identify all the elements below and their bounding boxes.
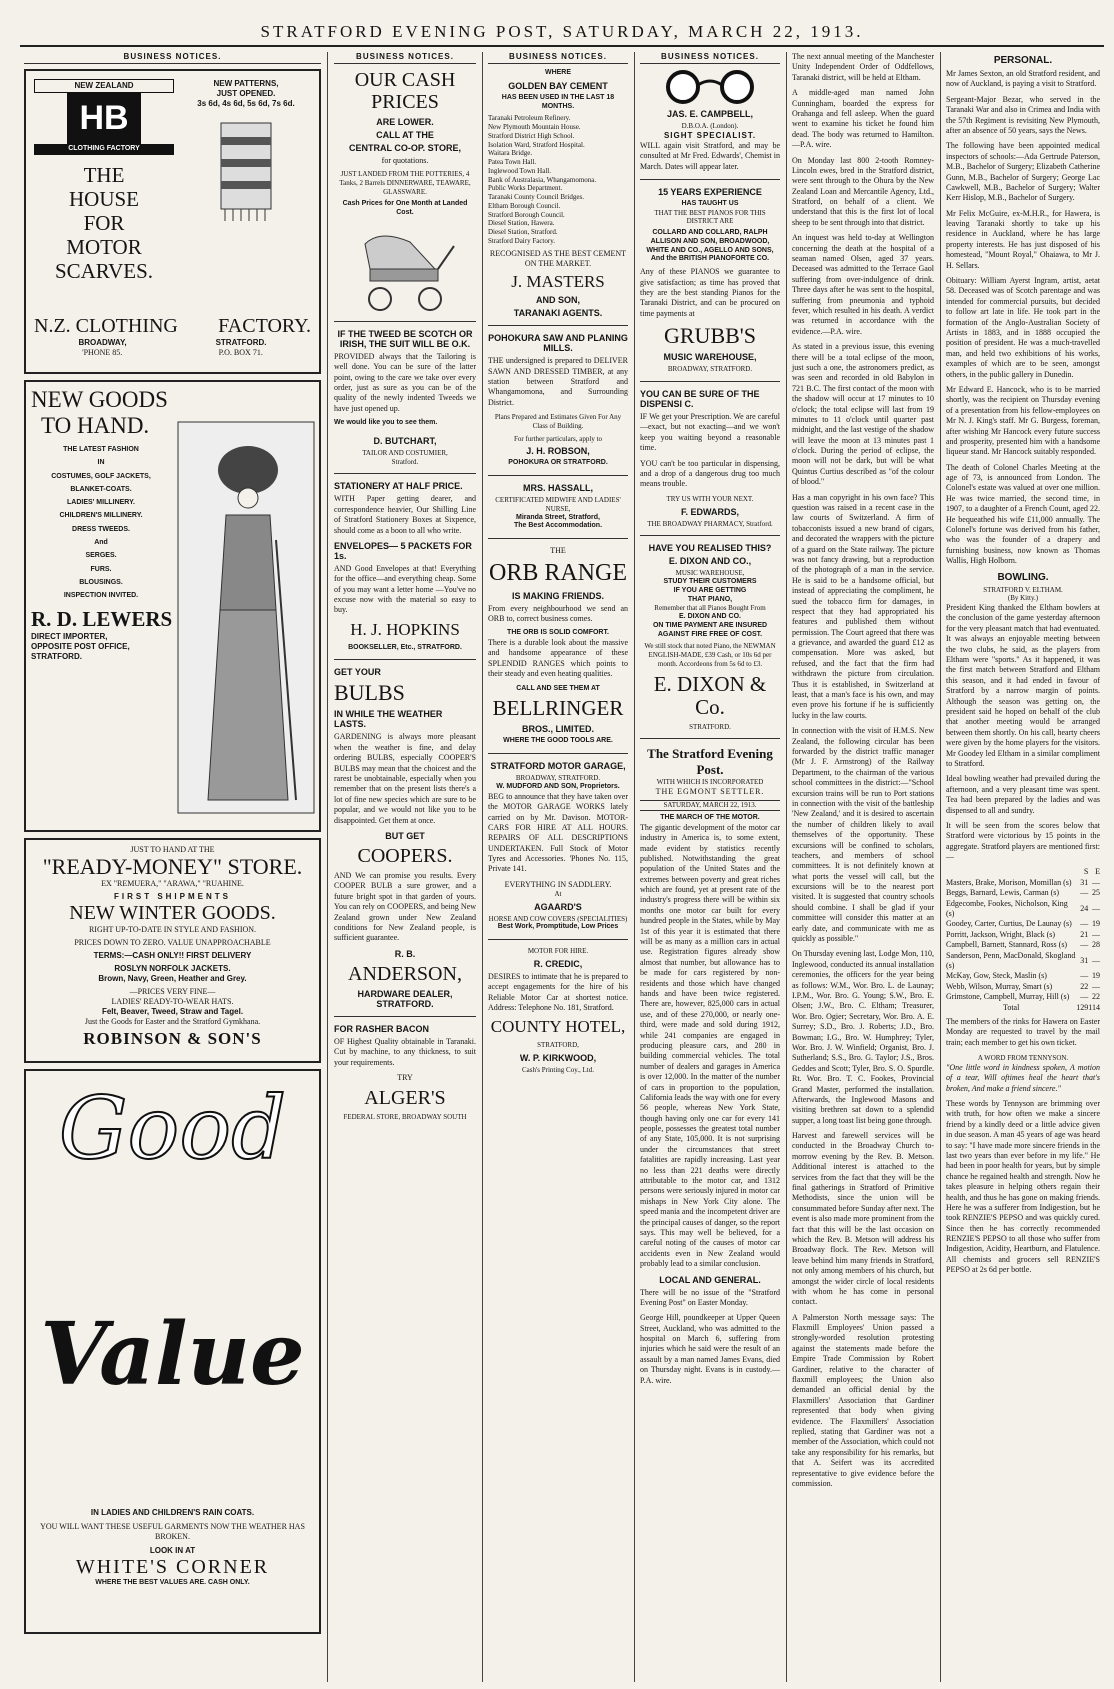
- kirkwood-name: W. P. KIRKWOOD,: [519, 1052, 597, 1063]
- pram-illustration: [350, 224, 460, 314]
- rm-roslyn: ROSLYN NORFOLK JACKETS.: [114, 964, 231, 974]
- readymoney-advert: [24, 838, 321, 1063]
- ad-sub: ARE LOWER.: [376, 117, 434, 127]
- rm-title: "READY-MONEY" STORE.: [42, 854, 303, 879]
- table-cell: Goodey, Carter, Curtius, De Launay (s): [946, 919, 1072, 929]
- tweed-heading: IF THE TWEED BE SCOTCH OR IRISH, THE SUIT WILL BE O.K.: [337, 328, 473, 349]
- section-header: BUSINESS NOTICES.: [334, 52, 476, 64]
- lewers-line: IN: [97, 459, 105, 467]
- article-heading: A WORD FROM TENNYSON.: [977, 1054, 1069, 1063]
- section-heading: PERSONAL.: [993, 55, 1053, 66]
- article-body: Ideal bowling weather had prevailed during the afternoon, and a very pleasant time was spent. Tea had been prepared by the ladies and was dispensed to all and sundry.: [946, 774, 1100, 815]
- ad-text: THE BROADWAY PHARMACY, Stratford.: [647, 519, 773, 528]
- ad-text: THAT THE BEST PIANOS FOR THIS DISTRICT ARE: [654, 208, 766, 226]
- ad-sub: CALL AT THE: [376, 130, 434, 140]
- patterns-title: NEW PATTERNS,: [213, 79, 279, 88]
- hb-footer: P.O. BOX 71.: [218, 348, 263, 357]
- table-cell: 19: [1092, 971, 1100, 981]
- table-cell: 24: [1080, 903, 1089, 913]
- table-cell: 25: [1092, 888, 1100, 898]
- table-row: [946, 992, 1100, 1002]
- ad-text: Remember that all Pianos Bought From: [654, 604, 766, 613]
- hb-house-line: HOUSE: [68, 186, 139, 211]
- ad-text: ON TIME PAYMENT ARE INSURED AGAINST FIRE FREE OF COST.: [652, 621, 768, 638]
- rm-just: JUST TO HAND AT THE: [130, 845, 215, 854]
- list-item: Stratford Dairy Factory.: [488, 236, 555, 245]
- article-body: The gigantic development of the motor car industry in America is, to some extent, made evident by statistics recently published. Notwithstanding the great population of the United States and the extremes between poverty and great riches which are found, yet at present rate of the industry's progress there will be within six months one motor car built for every hundred people in the States, while by May 1st of this year it is estimated that there will be as many as a million cars in actual use. Registration figures already show almost that number, but allowance has to be made for cars registered by non-residents and those which have changed hands and have been twice registered. There are, however, 825,000 cars in actual use, and of these 270,000, or nearly one-third, were made and sold during 1912, while 241 companies are engaged in producing pleasure cars, and 280 in building commercial vehicles. The total number of dealers and garages in America is over 12,000. In the matter of the number of cars in proportion to the population, California leads the way with one for every 56 people, whereas New York State, though having only one car for every 141 people, possesses the greatest total number of any State, 105,000. It is not surprising under the circumstances that street fatalities are rapidly increasing. Last year no less than 221 deaths were directly attributable to the motor car, and 1312 persons were seriously injured in motor car mishaps in New York City alone. The speed mania and the incompetent driver are the principal causes of danger, so the report says. This may well be believed, for a careful noting of the causes of motor car accidents even in New Zealand would probably lead to a similar conclusion.: [640, 822, 780, 1269]
- ad-text: THE EGMONT SETTLER.: [655, 787, 765, 797]
- ad-body: AND Good Envelopes at that! Everything for the office—and everything cheap. Some of you may want a letter home —You've no excuse now with the material so easy to buy.: [334, 563, 476, 615]
- butchart-name: D. BUTCHART,: [373, 435, 437, 446]
- table-cell: Campbell, Barnett, Stannard, Ross (s): [946, 940, 1068, 950]
- ad-sub: R. B.: [394, 948, 416, 959]
- section-header: BUSINESS NOTICES.: [488, 52, 628, 64]
- ad-text: HAS BEEN USED IN THE LAST 18 MONTHS.: [501, 93, 615, 110]
- table-row: [946, 982, 1100, 992]
- ad-sub: 15 YEARS EXPERIENCE: [658, 186, 762, 197]
- ad-body: DESIRES to intimate that he is prepared to accept engagements for the hire of his Reliable Motor Car at shortest notice. Address: Telephone No. 181, Stratford.: [488, 971, 628, 1013]
- scarf-illustration: [201, 115, 291, 225]
- credic-name: R. CREDIC,: [533, 958, 583, 969]
- ad-text: (By Kitty.): [1007, 594, 1039, 603]
- hb-footer: BROADWAY,: [78, 338, 127, 347]
- column-5: [788, 52, 938, 1684]
- article-heading: THE MARCH OF THE MOTOR.: [660, 813, 760, 821]
- column-rule: [940, 52, 941, 1682]
- column-4: [636, 52, 784, 1684]
- table-cell: Webb, Wilson, Murray, Smart (s): [946, 981, 1053, 991]
- good-script: Good: [58, 1079, 287, 1179]
- hassall-name: MRS. HASSALL,: [522, 483, 593, 494]
- poem: "One little word in kindness spoken, A motion of a tear, Will oftimes heal the heart that's broken, And make a friend sincere.": [946, 1062, 1100, 1093]
- hb-house-line: FOR: [83, 211, 125, 236]
- article-body: President King thanked the Eltham bowlers at the conclusion of the game yesterday afternoon for the very pleasant match that had eventuated. It was always an enjoyable meeting between the two clubs, he said, as the players from Eltham were "sports." As it happened, it was the first match between Stratford and Eltham this season, and it had ended in favour of Stratford by a narrow margin of points. Although the season was getting on, the president said he hoped on behalf of the club that another meeting would be arranged between them shortly. On his call, hearty cheers were given by the home players for the visitors. Mr Goodey led Eltham in a similar compliment to Stratford.: [946, 603, 1100, 768]
- lady-fashion-illustration: [176, 420, 316, 815]
- table-cell: Sanderson, Penn, MacDonald, Skogland (s): [946, 950, 1076, 970]
- table-cell: —: [1080, 888, 1089, 898]
- article-body: The next annual meeting of the Manchester Unity Independent Order of Oddfellows, Taranaki district, will be held at Eltham.: [792, 52, 934, 82]
- rm-name: ROBINSON & SON'S: [83, 1029, 262, 1049]
- rasher-heading: FOR RASHER BACON: [334, 1023, 430, 1034]
- article-body: The death of Colonel Charles Meeting at the age of 73, is announced from London. The Colonel's estate was valued at over one million. He was twice married, the second time, in 1907, to a daughter of a French Count, aged 22. He bequeathed his wife £11,000 annually. The Colonel's fortune was derived from his father, who was the founder of a drapery and furnishing business, now known as Thomas Wallis, High Holborn.: [946, 462, 1100, 566]
- ad-text: W. MUDFORD AND SON, Proprietors.: [496, 782, 620, 790]
- section-header: BUSINESS NOTICES.: [24, 52, 321, 64]
- hb-footer: FACTORY.: [218, 315, 311, 337]
- sure-heading: YOU CAN BE SURE OF THE DISPENSI C.: [640, 389, 760, 410]
- rm-terms: TERMS:—CASH ONLY!! FIRST DELIVERY: [93, 951, 252, 961]
- table-cell: 22: [1092, 992, 1100, 1002]
- coopers-heading: COOPERS.: [357, 845, 453, 867]
- bowling-scores-table: [946, 867, 1100, 1012]
- lewers-title: NEW GOODS: [31, 387, 168, 412]
- table-cell: 31: [1080, 955, 1089, 965]
- bulbs-heading: BULBS: [334, 680, 405, 706]
- ad-sub: MUSIC WAREHOUSE,: [663, 352, 757, 363]
- ad-text: CALL AND SEE THEM AT: [516, 684, 600, 692]
- stationery-heading: STATIONERY AT HALF PRICE.: [334, 481, 463, 492]
- table-row: [946, 951, 1100, 972]
- table-row: [946, 930, 1100, 940]
- table-cell: —: [1092, 877, 1100, 887]
- rm-colors: Brown, Navy, Green, Heather and Grey.: [98, 974, 247, 984]
- issue-date: SATURDAY, MARCH 22, 1913.: [640, 800, 780, 811]
- ad-text: RECOGNISED AS THE BEST CEMENT ON THE MARKET.: [489, 248, 627, 268]
- ad-sub: HAVE YOU REALISED THIS?: [648, 543, 772, 554]
- ad-text: FEDERAL STORE, BROADWAY SOUTH: [343, 1112, 467, 1121]
- lewers-title: TO HAND.: [41, 413, 150, 438]
- ad-text: for quotations.: [381, 156, 429, 165]
- whites-tag: WHERE THE BEST VALUES ARE. CASH ONLY.: [95, 1579, 250, 1586]
- article-body: Mr Edward E. Hancock, who is to be married shortly, was the recipient on Thursday evening of a presentation from his fellow-employees on Mr N. J. King's staff. Mr G. Burgess, foreman, after wishing Mr Hancock every future success and prosperity, presented him with a handsome liqueur stand. Mr Hancock suitably responded.: [946, 384, 1100, 457]
- ad-text: TRY: [397, 1072, 413, 1082]
- table-cell: 21: [1080, 929, 1089, 939]
- list-item: Taranaki County Council Bridges.: [488, 193, 584, 201]
- article-body: Mr James Sexton, an old Stratford resident, and now of Auckland, is paying a visit to Stratford.: [946, 69, 1100, 89]
- ad-text: STUDY THEIR CUSTOMERS: [663, 578, 757, 586]
- lewers-line: COSTUMES, GOLF JACKETS,: [51, 472, 151, 480]
- hb-footer: N.Z. CLOTHING: [34, 315, 178, 337]
- article-body: Mr Felix McGuire, ex-M.H.R., for Hawera, is leaving Taranaki shortly to take up his residence in Auckland, where he has large property interests. He has just disposed of his homestead, "Mount Royal," Ohaiawa, to Mr J. H. Sellars.: [946, 208, 1100, 270]
- dixon-name: E. DIXON AND CO.,: [668, 556, 752, 567]
- table-cell: —: [1092, 903, 1100, 913]
- article-body: A Palmerston North message says: The Flaxmill Employees' Union passed a strongly-worded resolution protesting against the statements made before the Empire Trade Commission by Robert Gardiner, relative to the character of flaxmill employees; the Union also demanded an official denial by the Flaxmillers' Association that Gardiner represented that body when giving evidence. The Flaxmillers' Association replied, stating that Gardiner was not a member of the Association, which could not take any responsibility for his remarks, but that A. Seifert was its accredited representative to give evidence before the commission.: [792, 1312, 934, 1488]
- ad-sub: BROS., LIMITED.: [522, 724, 594, 735]
- ad-text: At: [554, 889, 562, 898]
- ad-text: CERTIFICATED MIDWIFE AND LADIES' NURSE,: [495, 496, 621, 513]
- ad-text: Best Work, Promptitude, Low Prices: [497, 923, 619, 931]
- spectacles-icon: [655, 69, 765, 105]
- ad-text: BROADWAY, STRATFORD.: [667, 365, 753, 374]
- orb-range: ORB RANGE: [488, 560, 627, 587]
- rm-ships: EX "REMUERA," "ARAWA," "RUAHINE.: [101, 879, 244, 889]
- lewers-town: STRATFORD.: [31, 651, 82, 661]
- ad-body: PROVIDED always that the Tailoring is well done. You can be sure of the latter point, owing to the care we take over every order, just as sure as you can be of the quality of the newly indented Tweeds we have just opened up.: [334, 351, 476, 413]
- alger-name: ALGER'S: [364, 1086, 446, 1109]
- rm-style: RIGHT UP-TO-DATE IN STYLE AND FASHION.: [88, 925, 257, 935]
- ad-body: BEG to announce that they have taken over the MOTOR GARAGE WORKS lately carried on by Mr. Davison. MOTOR-CARS FOR HIRE AT ALL HOURS. REPAIRS OF ALL DESCRIPTIONS UNDERTAKEN. Full Stock of Motor Tyres and Accessories. 'Phones No. 115, Private 141.: [488, 791, 628, 874]
- list-item: Eltham Borough Council.: [488, 201, 561, 210]
- hb-logo: HB: [67, 93, 140, 144]
- ad-text: WHERE THE GOOD TOOLS ARE.: [503, 737, 613, 745]
- lewers-line: SERGES.: [85, 552, 117, 560]
- our-cash-prices: OUR CASH PRICES: [354, 69, 456, 113]
- ad-sub: IS MAKING FRIENDS.: [511, 590, 604, 601]
- masthead: STRATFORD EVENING POST, SATURDAY, MARCH 22, 1913.: [20, 22, 1104, 47]
- hb-brand-bottom: CLOTHING FACTORY: [34, 144, 174, 155]
- ad-text: Cash's Printing Coy., Ltd.: [522, 1065, 594, 1074]
- list-item: Stratford Borough Council.: [488, 210, 565, 219]
- ad-text: THAT PIANO,: [687, 595, 733, 603]
- article-body: The members of the rinks for Hawera on Easter Monday are requested to travel by the mail train; each member to get his own ticket.: [946, 1016, 1100, 1047]
- ad-body: YOU can't be too particular in dispensing, and a drop of a dangerous drug too much means trouble.: [640, 458, 780, 489]
- ad-text: THE ORB IS SOLID COMFORT.: [507, 629, 609, 637]
- table-header: E: [1095, 867, 1100, 877]
- table-cell: —: [1080, 919, 1089, 929]
- garage-heading: STRATFORD MOTOR GARAGE,: [490, 761, 626, 772]
- rm-felt: Felt, Beaver, Tweed, Straw and Tagel.: [101, 1007, 244, 1017]
- ad-text: E. DIXON AND CO.: [679, 613, 741, 621]
- ad-text: We still stock that noted Piano, the NEWMAN ENGLISH-MADE, £39 Cash, or 10s 6d per month. Accordeons from 5s 6d to £3.: [644, 642, 776, 668]
- table-cell: 19: [1092, 919, 1100, 929]
- ad-body: There is a durable look about the massive and handsome appearance of these SPLENDID RANGES which points to their steady and even heating qualities.: [488, 638, 628, 679]
- ad-text: TRY US WITH YOUR NEXT.: [666, 494, 754, 503]
- value-script: Value: [40, 1304, 305, 1405]
- ad-text: STRATFORD V. ELTHAM.: [983, 585, 1063, 594]
- ad-text: SIGHT SPECIALIST.: [663, 130, 757, 140]
- table-cell: —: [1080, 992, 1089, 1002]
- ad-text: Plans Prepared and Estimates Given For Any Class of Building.: [494, 413, 622, 430]
- ad-sub: BUT GET: [385, 831, 425, 841]
- hopkins-name: H. J. HOPKINS: [350, 619, 460, 639]
- hb-advert: [24, 69, 321, 374]
- article-body: These words by Tennyson are brimming over with truth, for how often we make a sincere friend by a kindly deed or a little advice given in due season. A man 45 years of age was heard to say: "I have made more sincere friends in the last two years than ever before in my life." He had been in poor health for years, but by simple chance he regained health and strength. Now he takes pleasure in helping others regain their health, and thus he has gone on making friends. Here he was a sufferer from Indigestion, but he took RENZIE'S PEPSO and was quickly cured. Since then he has correctly recommended RENZIE'S PEPSO to all those who suffer from Indigestion, Acidity, Heartburn, and Flatulence. All chemists and grocers sell RENZIE'S PEPSO at 2s 6d per bottle.: [946, 1099, 1100, 1275]
- ad-body: WILL again visit Stratford, and may be consulted at Mr Fred. Edwards', Chemist in March. Dates will appear later.: [640, 140, 780, 171]
- table-row: [946, 1003, 1100, 1013]
- column-rule: [482, 52, 483, 1682]
- ad-body: OF Highest Quality obtainable in Taranaki. Cut by machine, to any thickness, to suit your requirements.: [334, 1036, 476, 1067]
- agaard-name: AGAARD'S: [534, 901, 582, 912]
- ad-sub: IN WHILE THE WEATHER LASTS.: [334, 709, 443, 730]
- ad-text: The Best Accommodation.: [513, 522, 603, 530]
- ad-text: POHOKURA OR STRATFORD.: [508, 459, 608, 467]
- ad-text: Miranda Street, Stratford,: [515, 513, 600, 521]
- lewers-advert: [24, 380, 321, 832]
- lewers-line: LADIES' MILLINERY.: [67, 499, 135, 507]
- table-cell: Edgecombe, Fookes, Nicholson, King (s): [946, 898, 1068, 919]
- lewers-line: FURS.: [90, 565, 112, 573]
- dixon-banner: E. DIXON & Co.: [653, 671, 767, 719]
- list-item: New Plymouth Mountain House.: [488, 123, 581, 131]
- table-cell: 28: [1092, 940, 1100, 950]
- whites-name: WHITE'S CORNER: [75, 1556, 270, 1578]
- table-cell: —: [1080, 940, 1089, 950]
- pohokura-heading: POHOKURA SAW AND PLANING MILLS.: [488, 333, 628, 354]
- hb-house-line: SCARVES.: [54, 259, 154, 284]
- ad-text: WHERE: [544, 69, 572, 76]
- lewers-address: OPPOSITE POST OFFICE,: [31, 641, 130, 651]
- column-2: [330, 52, 480, 1684]
- article-body: There will be no issue of the "Stratford Evening Post" on Easter Monday.: [640, 1287, 780, 1307]
- grubb-name: GRUBB'S: [664, 323, 756, 349]
- lewers-name: R. D. LEWERS: [31, 606, 173, 631]
- table-cell: 31: [1080, 877, 1089, 887]
- table-row: [946, 919, 1100, 929]
- lewers-line: THE LATEST FASHION: [63, 446, 139, 453]
- list-item: Inglewood Town Hall.: [488, 166, 551, 175]
- ad-sub: AND SON,: [535, 295, 580, 306]
- table-cell: —: [1092, 981, 1100, 991]
- ad-body: THE undersigned is prepared to DELIVER SAWN AND DRESSED TIMBER, at any station between Stratford and Whangamomona, and Surrounding District.: [488, 356, 628, 407]
- table-cell: Total: [1002, 1002, 1020, 1012]
- whites-advert: [24, 1069, 321, 1634]
- whites-line: YOU WILL WANT THESE USEFUL GARMENTS NOW THE WEATHER HAS BROKEN.: [40, 1522, 305, 1541]
- ad-body: IF We get your Prescription. We are careful—exact, but not exacting—and we won't keep you waiting beyond a reasonable time.: [640, 412, 780, 453]
- article-body: In connection with the visit of H.M.S. New Zealand, the following circular has been forwarded by the district traffic manager (Mr J. F. Armstrong) of the Railway Department, to the chairman of the various school committees in the district:—"School excursion trains will be run to Port stations in connection with the visit of the battleship 'New Zealand,' and it is desired to ascertain the number of children likely to avail themselves of the opportunity. These excursions will be confined to scholars, teachers, and members of school committees. It is not definitely known at what ports the vessel will call, but the excursions will be to the nearest port visited. It is suggested that country schools should combine. I shall be glad if your committee will consider this matter at an early date, and communicate with me as quickly as possible.": [792, 726, 934, 944]
- column-3: [484, 52, 632, 1684]
- masters-name: J. MASTERS: [511, 271, 605, 291]
- article-body: On Monday last 800 2-tooth Romney-Lincoln ewes, bred in the Stratford district, were sent through to the Ohura by the New Zealand Loan and Mercantile Agency, Ltd., Stratford, on behalf of a client. We understand that this is the first lot of local sheep to be sent through into that district.: [792, 155, 934, 227]
- envelopes-heading: ENVELOPES— 5 PACKETS FOR 1s.: [334, 540, 472, 561]
- table-cell: Grimstone, Campbell, Murray, Hill (s): [946, 992, 1070, 1002]
- article-body: An inquest was held to-day at Wellington concerning the death at the hospital of a seaman named Olsen, aged 37 years. Deceased was admitted to the Terrace Gaol suffering from over-indulgence of drink. Three days after he was sent to the hospital, suffering from pneumonia and typhoid fever, which resulted in his death. A verdict was returned in accordance with the evidence.—P.A. wire.: [792, 233, 934, 336]
- ad-sub: GET YOUR: [334, 667, 381, 678]
- column-6: [942, 52, 1104, 1684]
- table-cell: —: [1080, 971, 1089, 981]
- list-item: Diesel Station, Stratford.: [488, 228, 558, 236]
- rm-winter: NEW WINTER GOODS.: [69, 902, 276, 925]
- rm-prices: PRICES DOWN TO ZERO. VALUE UNAPPROACHABLE: [74, 938, 271, 948]
- ad-body: Any of these PIANOS we guarantee to give satisfaction; as time has proved that they are the best standing Pianos for the Taranaki District, and can be procured on time payments at: [640, 267, 780, 318]
- robson-name: J. H. ROBSON,: [526, 446, 590, 457]
- hb-house-line: THE: [83, 162, 125, 187]
- table-cell: 22: [1080, 981, 1089, 991]
- table-row: [946, 878, 1100, 888]
- patterns-prices: 3s 6d, 4s 6d, 5s 6d, 7s 6d.: [197, 99, 295, 108]
- ad-body: From every neighbourhood we send an ORB to, correct business comes.: [488, 603, 628, 623]
- patterns-sub: JUST OPENED.: [216, 89, 276, 98]
- table-cell: 129: [1076, 1002, 1089, 1012]
- section-heading: BOWLING.: [997, 571, 1049, 583]
- ad-text: D.B.O.A. (London).: [681, 122, 739, 130]
- ad-text: For further particulars, apply to: [513, 434, 603, 443]
- lewers-line: BLANKET-COATS.: [70, 485, 132, 493]
- ad-text: We would like you to see them.: [334, 419, 438, 427]
- campbell-name: JAS. E. CAMPBELL,: [666, 109, 753, 119]
- ad-text: MOTOR FOR HIRE.: [527, 947, 589, 956]
- lewers-line: INSPECTION INVITED.: [63, 592, 139, 600]
- hb-house-line: MOTOR: [66, 235, 142, 260]
- hb-footer: 'PHONE 85.: [82, 348, 123, 357]
- article-body: On Thursday evening last, Lodge Mon, 110, Inglewood, conducted its annual installation ceremonies, the officers for the year being as follows: W.M., Wor. Bro. L. de Launay; I.P.M., Wor. Bro. G. Young; S.W., Bro. E. Olsen; J.W., Bro. C. Eltham; Treasurer, Wor. Bro. Ogier; Secretary, Wor. Bro. A. E. Surrey; S.D., Bro. J. Roberts; J.D., Bro. Bowman; I.G., Bro. W. Humphrey; Tyler, Wor. Bro. J. W. Winfield; Organist, Bro. J. Sutherland; S.S., Bro. G. Taylor; J.S., Bros. Geddes and Scott; Tyler, Bro. S. O. Spurdle. Rt. Wor. Bro. T. C. Fookes, Provincial Grand Master, performed the installation. Afterwards, the Inglewood Masons and visiting brethren sat down to a splendid supper, a long toast list being gone through.: [792, 949, 934, 1125]
- list-item: Public Works Department.: [488, 184, 563, 193]
- ad-body: WITH Paper getting dearer, and correspondence heavier, Our Shilling Line of Stratford Stationery Boxes at Sixpence, should come as a boon to all who write.: [334, 494, 476, 535]
- table-cell: —: [1092, 955, 1100, 965]
- ad-text: STRATFORD.: [689, 722, 731, 731]
- list-item: Stratford District High School.: [488, 131, 575, 140]
- article-body: As stated in a previous issue, this evening there will be a total eclipse of the moon, just such a one, the astronomers predict, as was seen and recorded in old Babylon in 721 B.C. The first contact of the moon with the shadow will occur at 17 minutes to 10 o'clock; the total eclipse will last from 19 minutes to 11 o'clock until quarter past midnight, and the last vestige of the shadow will leave the moon at 13 minutes past 1 o'clock. During the period of eclipse, the moon will not be dark, but will be what Quintus Curtius described as "of the colour of blood.": [792, 342, 934, 487]
- ad-text: IF YOU ARE GETTING: [673, 586, 747, 594]
- list-item: Taranaki Petroleum Refinery.: [488, 114, 571, 123]
- ad-text: JUST LANDED FROM THE POTTERIES, 4 Tanks, 2 Barrels DINNERWARE, TEAWARE, GLASSWARE.: [339, 170, 471, 196]
- ad-text: STRATFORD,: [537, 1041, 579, 1050]
- lewers-role: DIRECT IMPORTER,: [31, 631, 108, 641]
- table-row: [946, 888, 1100, 898]
- list-item: Diesel Station, Hawera.: [488, 219, 555, 228]
- coop-store: CENTRAL CO-OP. STORE,: [348, 143, 462, 153]
- rm-hats: LADIES' READY-TO-WEAR HATS.: [111, 997, 234, 1007]
- article-body: Sergeant-Major Bezar, who served in the Taranaki War and also in Crimea and India with the 57th Regiment is revisiting New Plymouth, after an absence of 50 years, says the News.: [946, 94, 1100, 135]
- article-body: Harvest and farewell services will be conducted in the Broadway Church to-morrow evening by the Rev. B. Metson. Additional interest is attached to the services from the fact that they will be the final gatherings in Stratford of Primitive Methodists, since the union will be consummated before Sunday after next. The event is also made more prominent from the fact that this will be the last occasion on which the Rev. B. Metson will address his Broadway flock. The Rev. Metson will leave behind him many friends in Stratford, not only among members of his church, but amongst the wider circle of local residents with whom he has come in personal contact.: [792, 1131, 934, 1307]
- table-cell: 114: [1088, 1002, 1100, 1012]
- article-body: Has a man copyright in his own face? This question was raised in a recent case in the law courts of Switzerland. A firm of tobacconists issued a new brand of cigars, and decorated the wrappers with the picture of a guard on the State railway. The picture was not fancy drawing, but a reproduction of the photograph of a man in the service. He is said to be a handsome official, but instead of appreciating the compliment, he sued the tobacco firm for damages, in respect that they had appropriated his features and published them without permission. The Court agreed that there was a grievance, and awarded the guard £12 as compensation. More was asked, but refused, and the fact that the firm had withdrawn the picture from circulation. Thus it is established, in Switzerland at least, that a man's face is his own, and may even prove his fortune if he is sufficiently lucky in the law courts.: [792, 492, 934, 720]
- article-body: A middle-aged man named John Cunningham, boarded the express for Orahanga and fell asleep. When the guard went to examine his ticket he found him dead. The body was returned to Hamilton.—P.A. wire.: [792, 88, 934, 150]
- whites-look: LOOK IN AT: [149, 1546, 196, 1555]
- column-1: [20, 52, 325, 1684]
- ad-text: COLLARD AND COLLARD, RALPH ALLISON AND SON, BROADWOOD, WHITE AND CO., AGELLO AND SONS, And the BRITISH PIANOFORTE CO.: [646, 229, 774, 263]
- list-item: Waitara Bridge.: [488, 149, 533, 158]
- lewers-line: And: [94, 539, 108, 547]
- table-cell: Porritt, Jackson, Wright, Black (s): [946, 929, 1056, 939]
- anderson-name: ANDERSON,: [348, 962, 462, 985]
- article-body: It will be seen from the scores below that Stratford were victorious by 15 points in the aggregate. Stratford players are mentioned first:—: [946, 820, 1100, 862]
- lewers-line: BLOUSINGS.: [79, 578, 123, 586]
- column-rule: [327, 52, 328, 1682]
- list-item: Bank of Australasia, Whangamomona.: [488, 175, 597, 184]
- ad-text: WITH WHICH IS INCORPORATED: [656, 778, 764, 787]
- article-body: The following have been appointed medical inspectors of schools:—Ada Gertrude Paterson, M.B., Bachelor of Surgery; Elizabeth Catherine Gunn, M.B., Bachelor of Surgery; George Lac Cawkwell, M.B., Bachelor of Surgery; Walter Kerr Hislop, M.B., Bachelor of Surgery.: [946, 141, 1100, 203]
- paper-title: The Stratford Evening Post.: [647, 746, 773, 778]
- bellringer-name: BELLRINGER: [492, 696, 624, 721]
- ad-text: Cash Prices for One Month at Landed Cost.: [342, 200, 468, 216]
- ad-text: MUSIC WAREHOUSE,: [675, 569, 745, 578]
- column-rule: [634, 52, 635, 1682]
- article-heading: LOCAL AND GENERAL.: [659, 1274, 761, 1285]
- rm-fine: —PRICES VERY FINE—: [129, 987, 216, 997]
- article-body: George Hill, poundkeeper at Upper Queen Street, Auckland, who was admitted to the hospital on March 6, suffering from injuries which he said were the result of an assault by a man named James Evans, died on Thursday night. Evans is in custody.—P.A. wire.: [640, 1313, 780, 1385]
- table-row: [946, 971, 1100, 981]
- ad-text: EVERYTHING IN SADDLERY.: [504, 879, 612, 889]
- ad-text: THE: [550, 546, 566, 556]
- lewers-line: DRESS TWEEDS.: [72, 525, 130, 533]
- ad-sub: HARDWARE DEALER, STRATFORD.: [357, 988, 453, 1009]
- golden-bay-cement: GOLDEN BAY CEMENT: [508, 80, 608, 91]
- ad-text: Stratford.: [391, 457, 419, 466]
- table-cell: McKay, Gow, Steck, Maslin (s): [946, 971, 1047, 981]
- table-row: [946, 940, 1100, 950]
- ad-text: HAS TAUGHT US: [681, 199, 739, 207]
- column-rule: [786, 52, 787, 1682]
- rm-first: FIRST SHIPMENTS: [113, 892, 231, 902]
- table-header: S: [1083, 867, 1089, 877]
- whites-line: IN LADIES AND CHILDREN'S RAIN COATS.: [90, 1508, 255, 1517]
- hb-brand-top: NEW ZEALAND: [34, 79, 174, 93]
- section-header: BUSINESS NOTICES.: [640, 52, 780, 64]
- ad-text: HORSE AND COW COVERS (SPECIALITIES): [488, 914, 628, 923]
- list-item: Isolation Ward, Stratford Hospital.: [488, 140, 585, 149]
- ad-text: BOOKSELLER, Etc., STRATFORD.: [348, 643, 462, 651]
- ad-text: TAILOR AND COSTUMIER,: [362, 448, 448, 457]
- lewers-line: CHILDREN'S MILLINERY.: [59, 512, 143, 520]
- ad-text: BROADWAY, STRATFORD.: [515, 774, 601, 783]
- county-hotel: COUNTY HOTEL,: [490, 1017, 626, 1037]
- table-cell: —: [1092, 929, 1100, 939]
- ad-body: AND We can promise you results. Every COOPER BULB a sure grower, and a future bright spot in that garden of yours. You can rely on COOPERS, and being New Zealand grown under New Zealand conditions for New Zealand people, is sufficient guarantee.: [334, 871, 476, 943]
- article-body: Obituary: William Ayerst Ingram, artist, aetat 58. Deceased was of Scotch parentage and was intended for commercial pursuits, but decided to follow art late in life. He took part in the formation of the Anglo-Australian Society of Artists in 1883, and in 1888 occupied the position of president. He was a much-travelled man, and held two exhibitions of his works, examples of which are to be seen, amongst others, in the public gallery in Dunedin.: [946, 276, 1100, 379]
- table-cell: Beggs, Barnard, Lewis, Carman (s): [946, 888, 1060, 898]
- rm-gymkhana: Just the Goods for Easter and the Stratford Gymkhana.: [84, 1017, 261, 1027]
- ad-body: GARDENING is always more pleasant when the weather is fine, and delay ordering BULBS, especially COOPER'S BULBS may mean that the choicest and the rarest be unobtainable, especially when you remember that on the present lists there's a lot of fine new species which are sure to be popular, and we would not like you to be disappointed. Get them at once.: [334, 732, 476, 825]
- hb-footer: STRATFORD.: [215, 338, 267, 347]
- table-cell: Masters, Brake, Morison, Momillan (s): [946, 877, 1072, 887]
- edwards-name: F. EDWARDS,: [680, 506, 739, 517]
- list-item: Patea Town Hall.: [488, 158, 537, 166]
- ad-sub: TARANAKI AGENTS.: [513, 308, 603, 319]
- table-row: [946, 899, 1100, 920]
